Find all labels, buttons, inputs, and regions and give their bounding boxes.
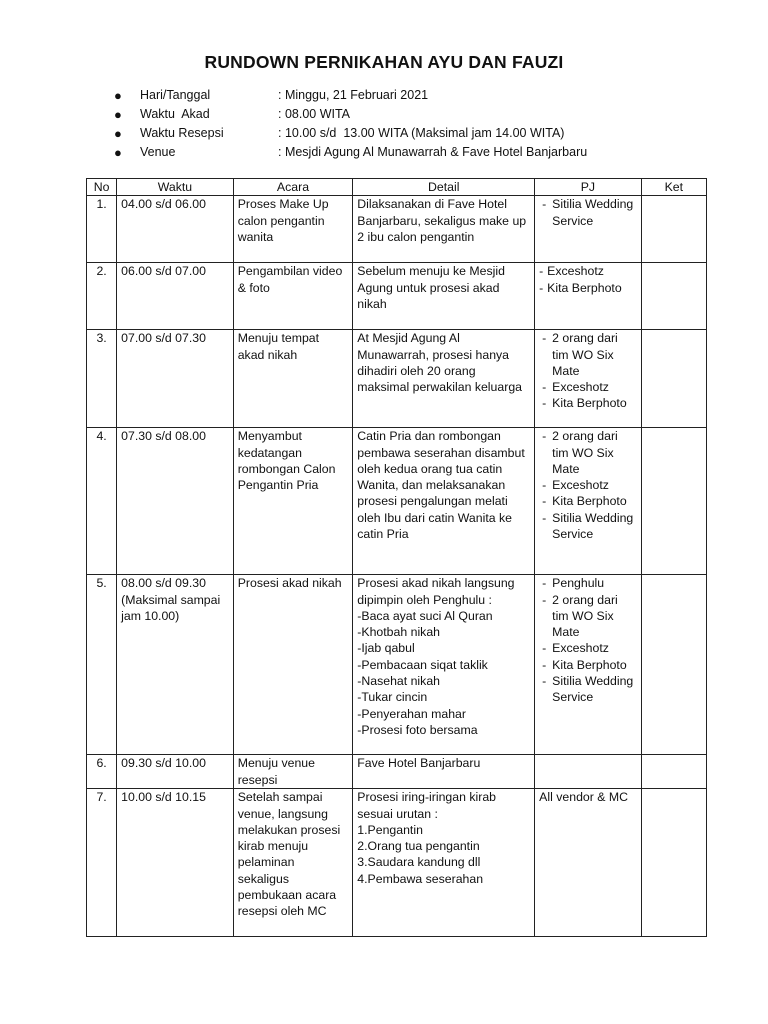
cell-detail: Fave Hotel Banjarbaru [353, 755, 535, 789]
header-ket: Ket [641, 179, 706, 196]
detail-line: 4.Pembawa seserahan [357, 871, 484, 886]
cell-no: 7. [87, 789, 117, 937]
table-row [87, 575, 707, 755]
info-label: Venue [140, 145, 176, 159]
bullet-icon: ● [114, 145, 122, 160]
info-item-date [108, 86, 728, 105]
cell-pj [535, 428, 642, 575]
cell-no: 4. [87, 428, 117, 575]
pj-item: - 2 orang dari tim WO Six Mate [539, 592, 637, 641]
header-no: No [87, 179, 117, 196]
table-row [87, 789, 707, 937]
detail-line: -Pembacaan siqat taklik [357, 657, 488, 672]
cell-pj [535, 755, 642, 789]
cell-acara: Prosesi akad nikah [233, 575, 353, 755]
bullet-icon: ● [114, 88, 122, 103]
pj-item: - Exceshotz [539, 379, 637, 395]
info-label: Waktu Resepsi [140, 126, 224, 140]
detail-line: 2.Orang tua pengantin [357, 839, 480, 854]
pj-item: - 2 orang dari tim WO Six Mate [539, 428, 637, 477]
document-title: RUNDOWN PERNIKAHAN AYU DAN FAUZI [204, 52, 564, 72]
detail-line: -Prosesi foto bersama [357, 722, 478, 737]
cell-acara: Pengambilan video & foto [233, 263, 353, 330]
info-item-akad-time [108, 105, 728, 124]
pj-item: - Kita Berphoto [539, 493, 637, 509]
cell-detail: At Mesjid Agung Al Munawarrah, prosesi hanya dihadiri oleh 20 orang maksimal perwakilan keluarga [353, 330, 535, 428]
cell-no: 5. [87, 575, 117, 755]
detail-line: 3.Saudara kandung dll [357, 855, 481, 870]
detail-line: Prosesi akad nikah langsung dipimpin oleh Penghulu : [357, 576, 515, 607]
table-row [87, 263, 707, 330]
cell-pj [535, 196, 642, 263]
cell-waktu: 08.00 s/d 09.30 (Maksimal sampai jam 10.00) [117, 575, 234, 755]
cell-pj [535, 330, 642, 428]
bullet-icon: ● [114, 126, 122, 141]
cell-acara: Menuju venue resepsi [233, 755, 353, 789]
cell-acara: Setelah sampai venue, langsung melakukan prosesi kirab menuju pelaminan sekaligus pembukaan acara resepsi oleh MC [233, 789, 353, 937]
pj-item: - Sitilia Wedding Service [539, 196, 637, 229]
cell-waktu: 06.00 s/d 07.00 [117, 263, 234, 330]
table-row [87, 755, 707, 789]
pj-item: - Kita Berphoto [539, 280, 637, 296]
detail-line: Prosesi iring-iringan kirab sesuai urutan : [357, 790, 497, 821]
info-value: : 10.00 s/d 13.00 WITA (Maksimal jam 14.00 WITA) [278, 126, 565, 140]
table-row [87, 196, 707, 263]
cell-acara: Menyambut kedatangan rombongan Calon Pengantin Pria [233, 428, 353, 575]
info-item-venue [108, 143, 728, 162]
header-waktu: Waktu [117, 179, 234, 196]
cell-waktu: 10.00 s/d 10.15 [117, 789, 234, 937]
table-row [87, 428, 707, 575]
cell-pj: All vendor & MC [535, 789, 642, 937]
table-row [87, 330, 707, 428]
cell-detail: Sebelum menuju ke Mesjid Agung untuk prosesi akad nikah [353, 263, 535, 330]
cell-acara: Proses Make Up calon pengantin wanita [233, 196, 353, 263]
info-label: Hari/Tanggal [140, 88, 211, 102]
cell-waktu: 09.30 s/d 10.00 [117, 755, 234, 789]
info-value: : 08.00 WITA [278, 107, 351, 121]
cell-no: 6. [87, 755, 117, 789]
pj-item: - Sitilia Wedding Service [539, 510, 637, 543]
info-value: : Mesjdi Agung Al Munawarrah & Fave Hotel Banjarbaru [278, 145, 588, 159]
cell-ket [641, 575, 706, 755]
header-acara: Acara [233, 179, 353, 196]
cell-ket [641, 755, 706, 789]
info-item-reception-time [108, 124, 728, 143]
cell-ket [641, 330, 706, 428]
cell-pj [535, 575, 642, 755]
cell-waktu: 07.00 s/d 07.30 [117, 330, 234, 428]
table-header-row [87, 179, 707, 196]
detail-line: -Tukar cincin [357, 690, 428, 705]
cell-ket [641, 789, 706, 937]
cell-detail [353, 575, 535, 755]
cell-no: 2. [87, 263, 117, 330]
cell-no: 1. [87, 196, 117, 263]
detail-line: -Ijab qabul [357, 641, 415, 656]
pj-item: - 2 orang dari tim WO Six Mate [539, 330, 637, 379]
detail-line: -Khotbah nikah [357, 625, 441, 640]
pj-item: - Sitilia Wedding Service [539, 673, 637, 706]
cell-ket [641, 196, 706, 263]
bullet-icon: ● [114, 107, 122, 122]
cell-detail [353, 789, 535, 937]
cell-waktu: 04.00 s/d 06.00 [117, 196, 234, 263]
header-pj: PJ [535, 179, 642, 196]
pj-item: - Exceshotz [539, 640, 637, 656]
pj-item: - Kita Berphoto [539, 395, 637, 411]
detail-line: -Baca ayat suci Al Quran [357, 608, 493, 623]
cell-waktu: 07.30 s/d 08.00 [117, 428, 234, 575]
cell-ket [641, 263, 706, 330]
detail-line: -Penyerahan mahar [357, 706, 466, 721]
header-detail: Detail [353, 179, 535, 196]
cell-acara: Menuju tempat akad nikah [233, 330, 353, 428]
pj-item: - Kita Berphoto [539, 657, 637, 673]
info-label: Waktu Akad [140, 107, 210, 121]
pj-item: - Exceshotz [539, 477, 637, 493]
event-info-list [108, 86, 728, 162]
detail-line: -Nasehat nikah [357, 674, 440, 689]
info-value: : Minggu, 21 Februari 2021 [278, 88, 429, 102]
cell-pj [535, 263, 642, 330]
cell-no: 3. [87, 330, 117, 428]
cell-ket [641, 428, 706, 575]
pj-item: - Penghulu [539, 575, 637, 591]
cell-detail: Catin Pria dan rombongan pembawa seserahan disambut oleh kedua orang tua catin Wanita, dan melaksanakan prosesi pengalungan melati oleh Ibu dari catin Wanita ke catin Pria [353, 428, 535, 575]
detail-line: 1.Pengantin [357, 822, 423, 837]
rundown-table [86, 178, 707, 937]
cell-detail: Dilaksanakan di Fave Hotel Banjarbaru, sekaligus make up 2 ibu calon pengantin [353, 196, 535, 263]
pj-item: - Exceshotz [539, 263, 637, 279]
